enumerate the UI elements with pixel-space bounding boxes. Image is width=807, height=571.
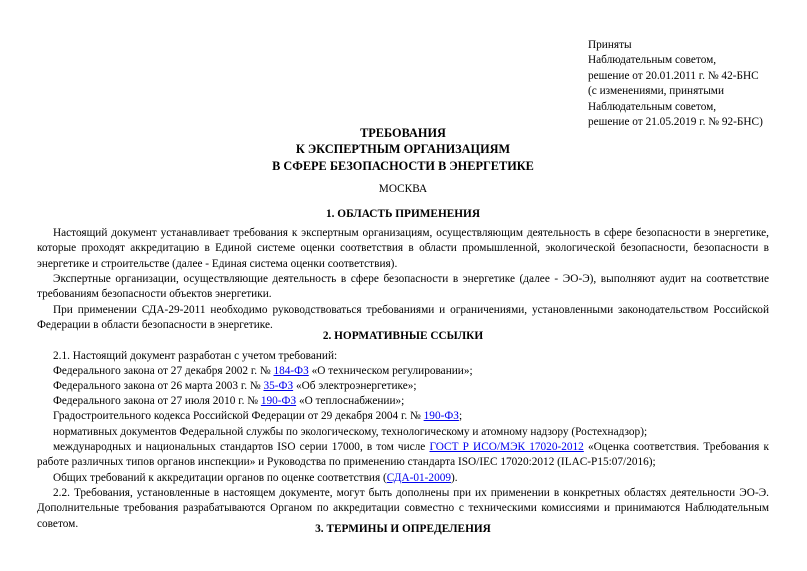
approval-line: Наблюдательным советом, bbox=[588, 100, 717, 113]
law-reference-text: Федерального закона от 27 июля 2010 г. № bbox=[53, 395, 261, 407]
approval-line: решение от 21.05.2019 г. № 92-БНС) bbox=[588, 116, 763, 129]
section-2-intro: 2.1. Настоящий документ разработан с учетом требований: bbox=[53, 350, 338, 362]
law-190-fz-link[interactable]: 190-ФЗ bbox=[260, 395, 297, 407]
section-3-heading: 3. ТЕРМИНЫ И ОПРЕДЕЛЕНИЯ bbox=[315, 523, 491, 535]
general-requirements-text: ). bbox=[451, 472, 458, 484]
document-page bbox=[37, 0, 769, 571]
title-line: К ЭКСПЕРТНЫМ ОРГАНИЗАЦИЯМ bbox=[295, 142, 511, 157]
law-reference-text: Федерального закона от 27 декабря 2002 г. № bbox=[53, 365, 274, 377]
city-label: МОСКВА bbox=[378, 183, 428, 195]
section-2-2-paragraph: 2.2. Требования, установленные в настоящем документе, могут быть дополнены при их применении в конкретных областях деятельности ЭО-Э. Дополнительные требования разрабатываются Органом по аккредитации совместно с техническими комиссиями и принимаются Наблюдательным советом. bbox=[37, 487, 769, 530]
code-reference-text: Градостроительного кодекса Российской Федерации от 29 декабря 2004 г. № bbox=[53, 410, 424, 422]
law-reference-text: «О техническом регулировании»; bbox=[308, 365, 473, 377]
section-1-paragraph: При применении СДА-29-2011 необходимо руководствоваться требованиями и ограничениями, установленными законодательством Российской Федерации в области безопасности в энергетике. bbox=[37, 304, 769, 332]
section-1-heading: 1. ОБЛАСТЬ ПРИМЕНЕНИЯ bbox=[326, 208, 480, 220]
law-reference-text: Федерального закона от 26 марта 2003 г. № bbox=[53, 380, 264, 392]
rostechnadzor-reference-line: нормативных документов Федеральной службы по экологическому, технологическому и атомному надзору (Ростехнадзор); bbox=[53, 426, 648, 438]
law-reference-text: «О теплоснабжении»; bbox=[296, 395, 405, 407]
iso-reference-text: международных и национальных стандартов ISO серии 17000, в том числе bbox=[53, 441, 430, 453]
sda-01-2009-link[interactable]: СДА-01-2009 bbox=[386, 472, 452, 484]
section-1-paragraph: Настоящий документ устанавливает требования к экспертным организациям, осуществляющим деятельность в сфере безопасности в энергетике, которые проходят аккредитацию в Единой системе оценки соответствия в области промышленной, экологической безопасности, безопасности в энергетике и строительстве (далее - Единая система оценки соответствия). bbox=[37, 227, 769, 270]
law-reference-line bbox=[53, 394, 769, 409]
approval-block bbox=[588, 38, 788, 130]
general-requirements-line bbox=[53, 471, 769, 486]
code-190-fz-link[interactable]: 190-ФЗ bbox=[423, 410, 459, 422]
gost-17020-link[interactable]: ГОСТ Р ИСО/МЭК 17020-2012 bbox=[429, 441, 584, 453]
iso-reference-paragraph bbox=[37, 440, 769, 471]
approval-line: Наблюдательным советом, bbox=[588, 54, 717, 67]
approval-line: решение от 20.01.2011 г. № 42-БНС bbox=[588, 69, 759, 82]
section-2-heading: 2. НОРМАТИВНЫЕ ССЫЛКИ bbox=[322, 330, 484, 342]
title-line: В СФЕРЕ БЕЗОПАСНОСТИ В ЭНЕРГЕТИКЕ bbox=[272, 158, 534, 173]
law-reference-text: «Об электроэнергетике»; bbox=[293, 380, 417, 392]
law-reference-line bbox=[53, 379, 769, 394]
general-requirements-text: Общих требований к аккредитации органов по оценке соответствия ( bbox=[53, 472, 387, 484]
section-1-paragraph: Экспертные организации, осуществляющие деятельность в сфере безопасности в энергетике (далее - ЭО-Э), выполняют аудит на соответствие требованиям безопасности объектов энергетики. bbox=[37, 273, 769, 301]
approval-line: (с изменениями, принятыми bbox=[588, 85, 725, 98]
document-title bbox=[37, 125, 769, 174]
law-reference-line bbox=[53, 364, 769, 379]
law-184-fz-link[interactable]: 184-ФЗ bbox=[273, 365, 309, 377]
iso-reference-text: «Оценка соответствия. Требования к работе различных типов органов инспекции» и Руководства по применению стандарта ISO/IEC 17020:2012 (ILAC-P15:07/2016); bbox=[37, 441, 769, 469]
law-35-fz-link[interactable]: 35-ФЗ bbox=[263, 380, 294, 392]
approval-line: Приняты bbox=[588, 39, 632, 51]
code-reference-line bbox=[53, 409, 769, 424]
code-reference-text: ; bbox=[458, 410, 463, 422]
title-line: ТРЕБОВАНИЯ bbox=[360, 126, 446, 140]
